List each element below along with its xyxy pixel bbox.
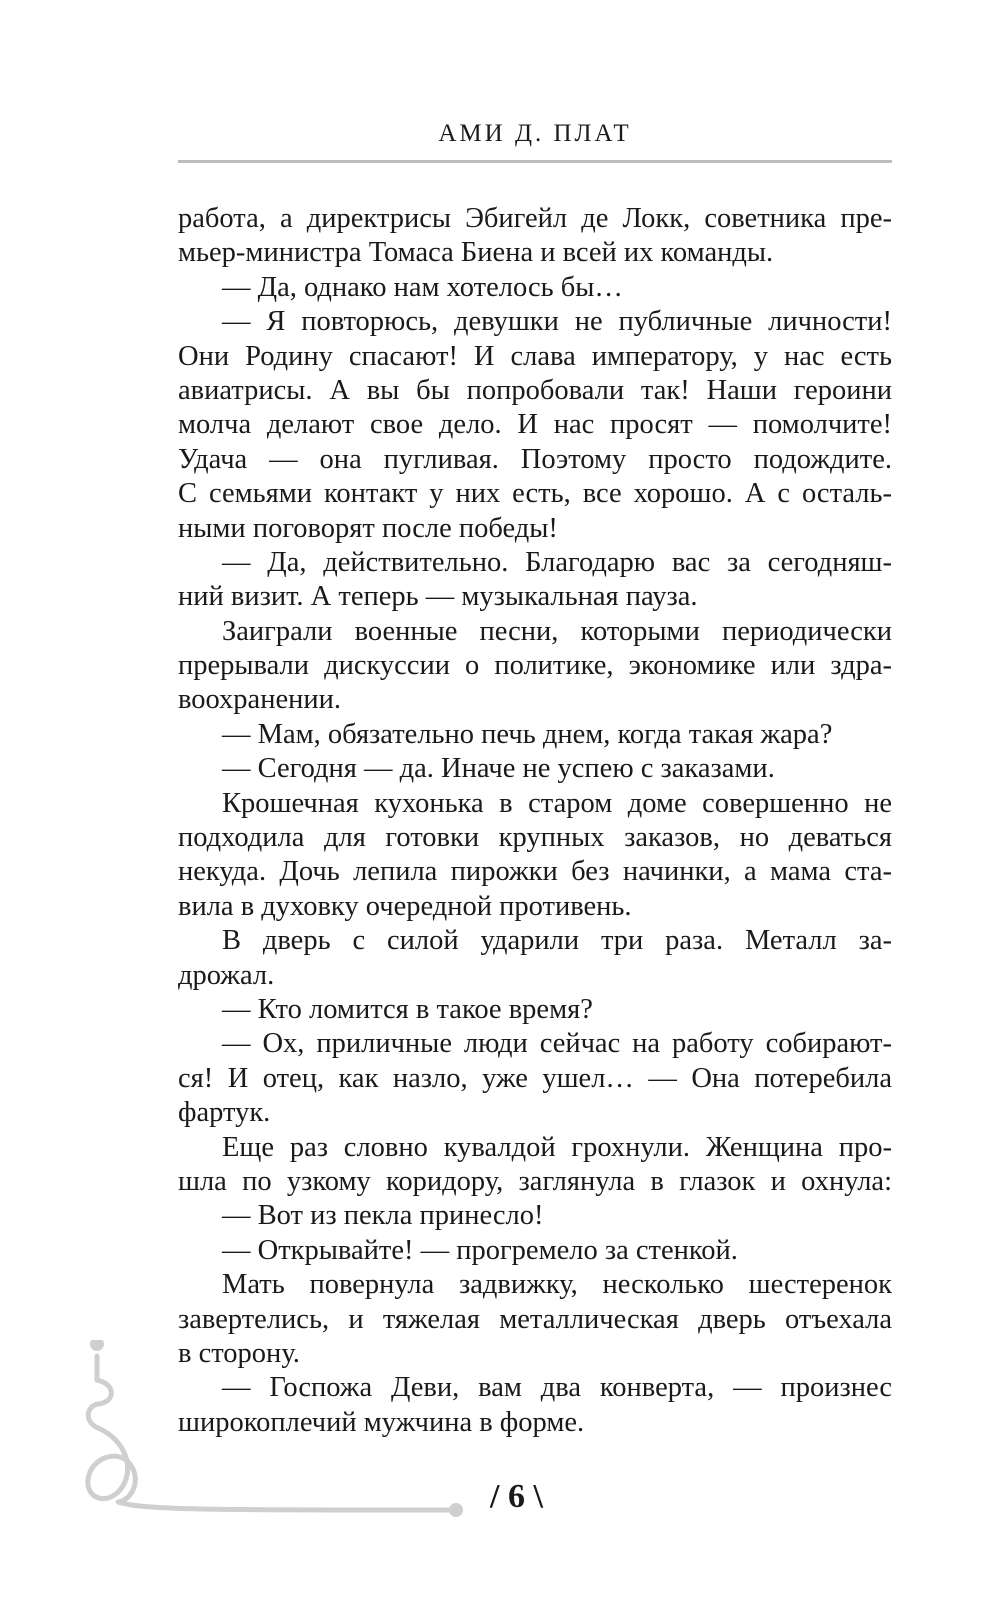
header-rule	[178, 160, 892, 163]
text-line: Мать повернула задвижку, несколько шестеренок	[222, 1269, 892, 1301]
text-line: — Да, действительно. Благодарю вас за сегодняш-	[222, 546, 892, 578]
text-line: ными поговорят после победы!	[178, 512, 558, 544]
running-head-title: АМИ Д. ПЛАТ	[438, 120, 632, 147]
text-line: прерывали дискуссии о политике, экономике или здра-	[178, 650, 892, 682]
swirl-ornament-icon	[84, 1340, 504, 1520]
text-line: фартук.	[178, 1097, 271, 1129]
text-line: — Да, однако нам хотелось бы…	[222, 271, 623, 303]
text-line: авиатрисы. А вы бы попробовали так! Наши героини	[178, 374, 892, 406]
text-line: Еще раз словно кувалдой грохнули. Женщина про-	[222, 1131, 892, 1163]
body-text	[178, 202, 892, 1440]
text-line: — Ох, приличные люди сейчас на работу собирают-	[222, 1028, 892, 1060]
text-line: — Госпожа Деви, вам два конверта, — произнес	[222, 1372, 892, 1404]
text-line: ний визит. А теперь — музыкальная пауза.	[178, 581, 698, 613]
text-line: дрожал.	[178, 959, 275, 991]
text-line: молча делают свое дело. И нас просят — помолчите!	[178, 409, 892, 441]
text-line: — Открывайте! — прогремело за стенкой.	[222, 1234, 738, 1266]
text-line: некуда. Дочь лепила пирожки без начинки, а мама ста-	[178, 856, 892, 888]
text-line: Они Родину спасают! И слава императору, у нас есть	[178, 340, 892, 372]
text-line: подходила для готовки крупных заказов, но деваться	[178, 822, 892, 854]
page-number: / 6 \	[490, 1478, 543, 1515]
text-line: Заиграли военные песни, которыми периодически	[222, 615, 892, 647]
text-line: — Мам, обязательно печь днем, когда такая жара?	[222, 718, 833, 750]
text-line: мьер-министра Томаса Биена и всей их команды.	[178, 237, 774, 269]
text-line: шла по узкому коридору, заглянула в глазок и охнула:	[178, 1165, 892, 1197]
text-line: С семьями контакт у них есть, все хорошо. А с осталь-	[178, 478, 892, 510]
text-line: — Я повторюсь, девушки не публичные личности!	[222, 306, 892, 338]
text-line: — Сегодня — да. Иначе не успею с заказами.	[222, 753, 775, 785]
text-line: в сторону.	[178, 1337, 300, 1369]
text-line: Крошечная кухонька в старом доме совершенно не	[222, 787, 892, 819]
text-line: В дверь с силой ударили три раза. Металл за-	[222, 925, 892, 957]
text-line: вила в духовку очередной противень.	[178, 890, 632, 922]
text-line: широкоплечий мужчина в форме.	[178, 1406, 585, 1438]
text-line: Удача — она пугливая. Поэтому просто подождите.	[178, 443, 892, 475]
text-line: работа, а директрисы Эбигейл де Локк, советника пре-	[178, 203, 892, 234]
text-line: воохранении.	[178, 684, 341, 716]
text-line: завертелись, и тяжелая металлическая дверь отъехала	[178, 1303, 892, 1335]
text-line: ся! И отец, как назло, уже ушел… — Она потеребила	[178, 1062, 892, 1094]
text-line: — Кто ломится в такое время?	[222, 993, 593, 1025]
text-line: — Вот из пекла принесло!	[222, 1200, 544, 1232]
